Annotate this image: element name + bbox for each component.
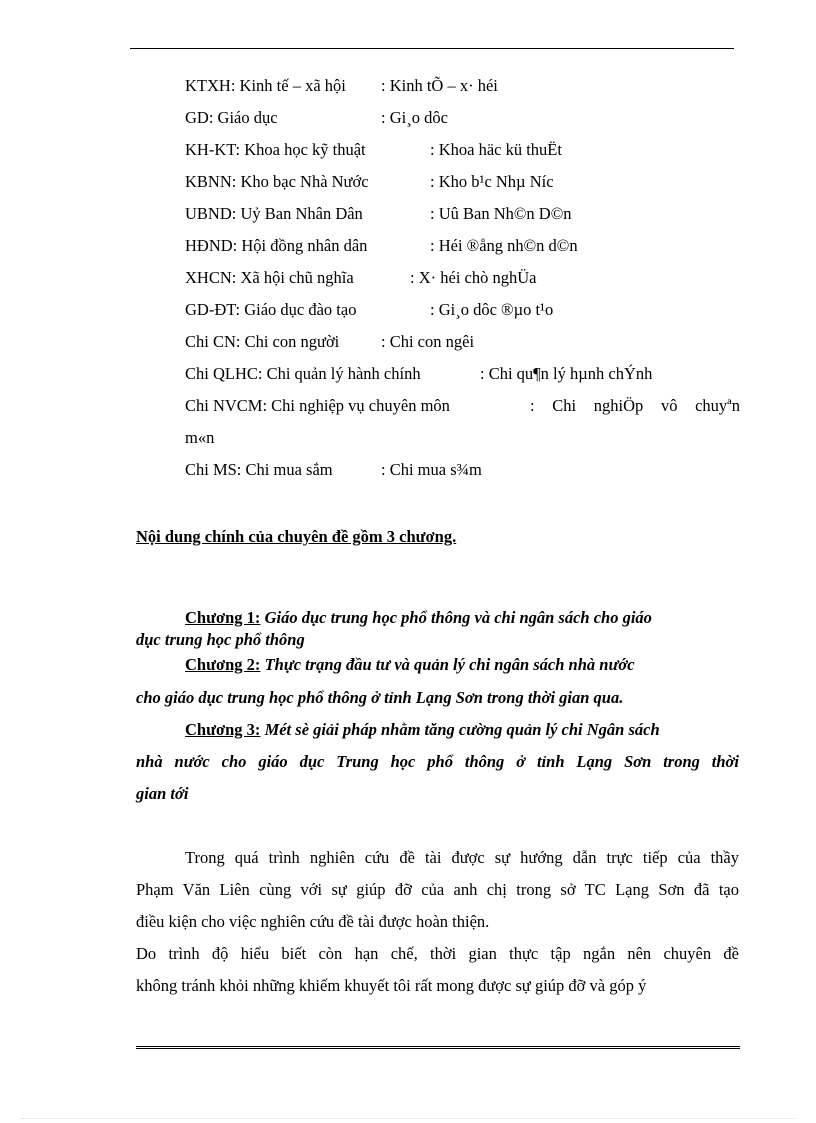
chapter-label: Chương 3:: [185, 720, 261, 739]
abbreviation-term: GD: Giáo dục: [185, 108, 278, 127]
abbreviation-term: KTXH: Kinh tế – xã hội: [185, 76, 346, 95]
abbreviation-row: [185, 298, 745, 330]
chapter-3-line-3: gian tới: [136, 784, 189, 803]
abbreviation-row: [185, 458, 745, 490]
abbreviation-garbled: : Kinh tÕ – x· héi: [381, 76, 498, 95]
abbreviation-term: Chi NVCM: Chi nghiệp vụ chuyên môn: [185, 396, 450, 415]
abbreviation-term: XHCN: Xã hội chũ nghĩa: [185, 268, 354, 287]
abbreviation-term: GD-ĐT: Giáo dục đào tạo: [185, 300, 357, 319]
abbreviation-term: Chi QLHC: Chi quản lý hành chính: [185, 364, 421, 383]
chapter-title: Thực trạng đầu tư và quản lý chi ngân sách nhà nước: [264, 655, 635, 674]
abbreviation-row: [185, 202, 745, 234]
abbreviation-row: [185, 138, 745, 170]
abbreviation-garbled: : Kho b¹c Nhµ Níc: [430, 172, 554, 191]
abbreviation-row: [185, 170, 745, 202]
paragraph-line: Phạm Văn Liên cùng với sự giúp đỡ của anh chị trong sở TC Lạng Sơn đã tạo: [136, 880, 739, 899]
chapter-label: Chương 1:: [185, 608, 261, 627]
abbreviation-row: [185, 362, 745, 394]
footer-rule: [136, 1046, 740, 1050]
abbreviation-garbled: : X· héi chò nghÜa: [410, 268, 537, 287]
abbreviation-row: [185, 234, 745, 266]
abbreviation-term: Chi CN: Chi con người: [185, 332, 340, 351]
chapter-title: Mét sè giải pháp nhằm tăng cường quản lý chi Ngân sách: [264, 720, 660, 739]
abbreviation-row: [185, 106, 745, 138]
abbreviation-row: [185, 330, 745, 362]
paragraph-line: không tránh khỏi những khiếm khuyết tôi rất mong được sự giúp đỡ và góp ý: [136, 976, 647, 995]
chapter-2-line-1: [185, 655, 635, 675]
abbreviation-row: [185, 266, 745, 298]
section-heading: Nội dung chính của chuyên đề gồm 3 chương.: [136, 527, 457, 546]
abbreviation-garbled: : Chi qu¶n lý hµnh chÝnh: [480, 364, 653, 383]
abbreviation-garbled: : Khoa häc kü thuËt: [430, 140, 562, 159]
abbreviation-garbled: : Héi ®ång nh©n d©n: [430, 236, 578, 255]
chapter-3-line-1: [185, 720, 660, 740]
abbreviation-row: [185, 426, 745, 458]
chapter-1-line-1: [185, 608, 652, 628]
abbreviation-term: KH-KT: Khoa học kỹ thuật: [185, 140, 366, 159]
abbreviation-garbled: : Gi¸o dôc ®µo t¹o: [430, 300, 554, 319]
abbreviation-term: HĐND: Hội đồng nhân dân: [185, 236, 368, 255]
abbreviation-term: UBND: Uỷ Ban Nhân Dân: [185, 204, 363, 223]
chapter-1-line-2: dục trung học phổ thông: [136, 630, 305, 649]
abbreviation-garbled: : Gi¸o dôc: [381, 108, 448, 127]
page-edge: [20, 1118, 796, 1119]
paragraph-line: Do trình độ hiểu biết còn hạn chế, thời gian thực tập ngắn nên chuyên đề: [136, 944, 739, 963]
abbreviation-list: [185, 74, 745, 490]
abbreviation-garbled: : Uû Ban Nh©n D©n: [430, 204, 572, 223]
paragraph-line: Trong quá trình nghiên cứu đề tài được sự hướng dẫn trực tiếp của thầy: [185, 848, 739, 867]
abbreviation-continuation: m«n: [185, 428, 215, 447]
abbreviation-garbled: : Chi con ngêi: [381, 332, 475, 351]
paragraph-line: điều kiện cho việc nghiên cứu đề tài được hoàn thiện.: [136, 912, 490, 931]
abbreviation-term: Chi MS: Chi mua sắm: [185, 460, 333, 479]
chapter-label: Chương 2:: [185, 655, 261, 674]
chapter-2-line-2: cho giáo dục trung học phổ thông ở tỉnh Lạng Sơn trong thời gian qua.: [136, 688, 624, 707]
abbreviation-row: [185, 74, 745, 106]
abbreviation-garbled: : Chi nghiÖp vô chuyªn: [530, 396, 740, 415]
abbreviation-garbled: : Chi mua s¾m: [381, 460, 482, 479]
abbreviation-term: KBNN: Kho bạc Nhà Nước: [185, 172, 369, 191]
header-rule: [130, 48, 734, 49]
chapter-title: Giáo dục trung học phổ thông và chi ngân sách cho giáo: [264, 608, 652, 627]
chapter-3-line-2: nhà nước cho giáo dục Trung học phổ thông ở tỉnh Lạng Sơn trong thời: [136, 752, 739, 771]
abbreviation-row: [185, 394, 745, 426]
